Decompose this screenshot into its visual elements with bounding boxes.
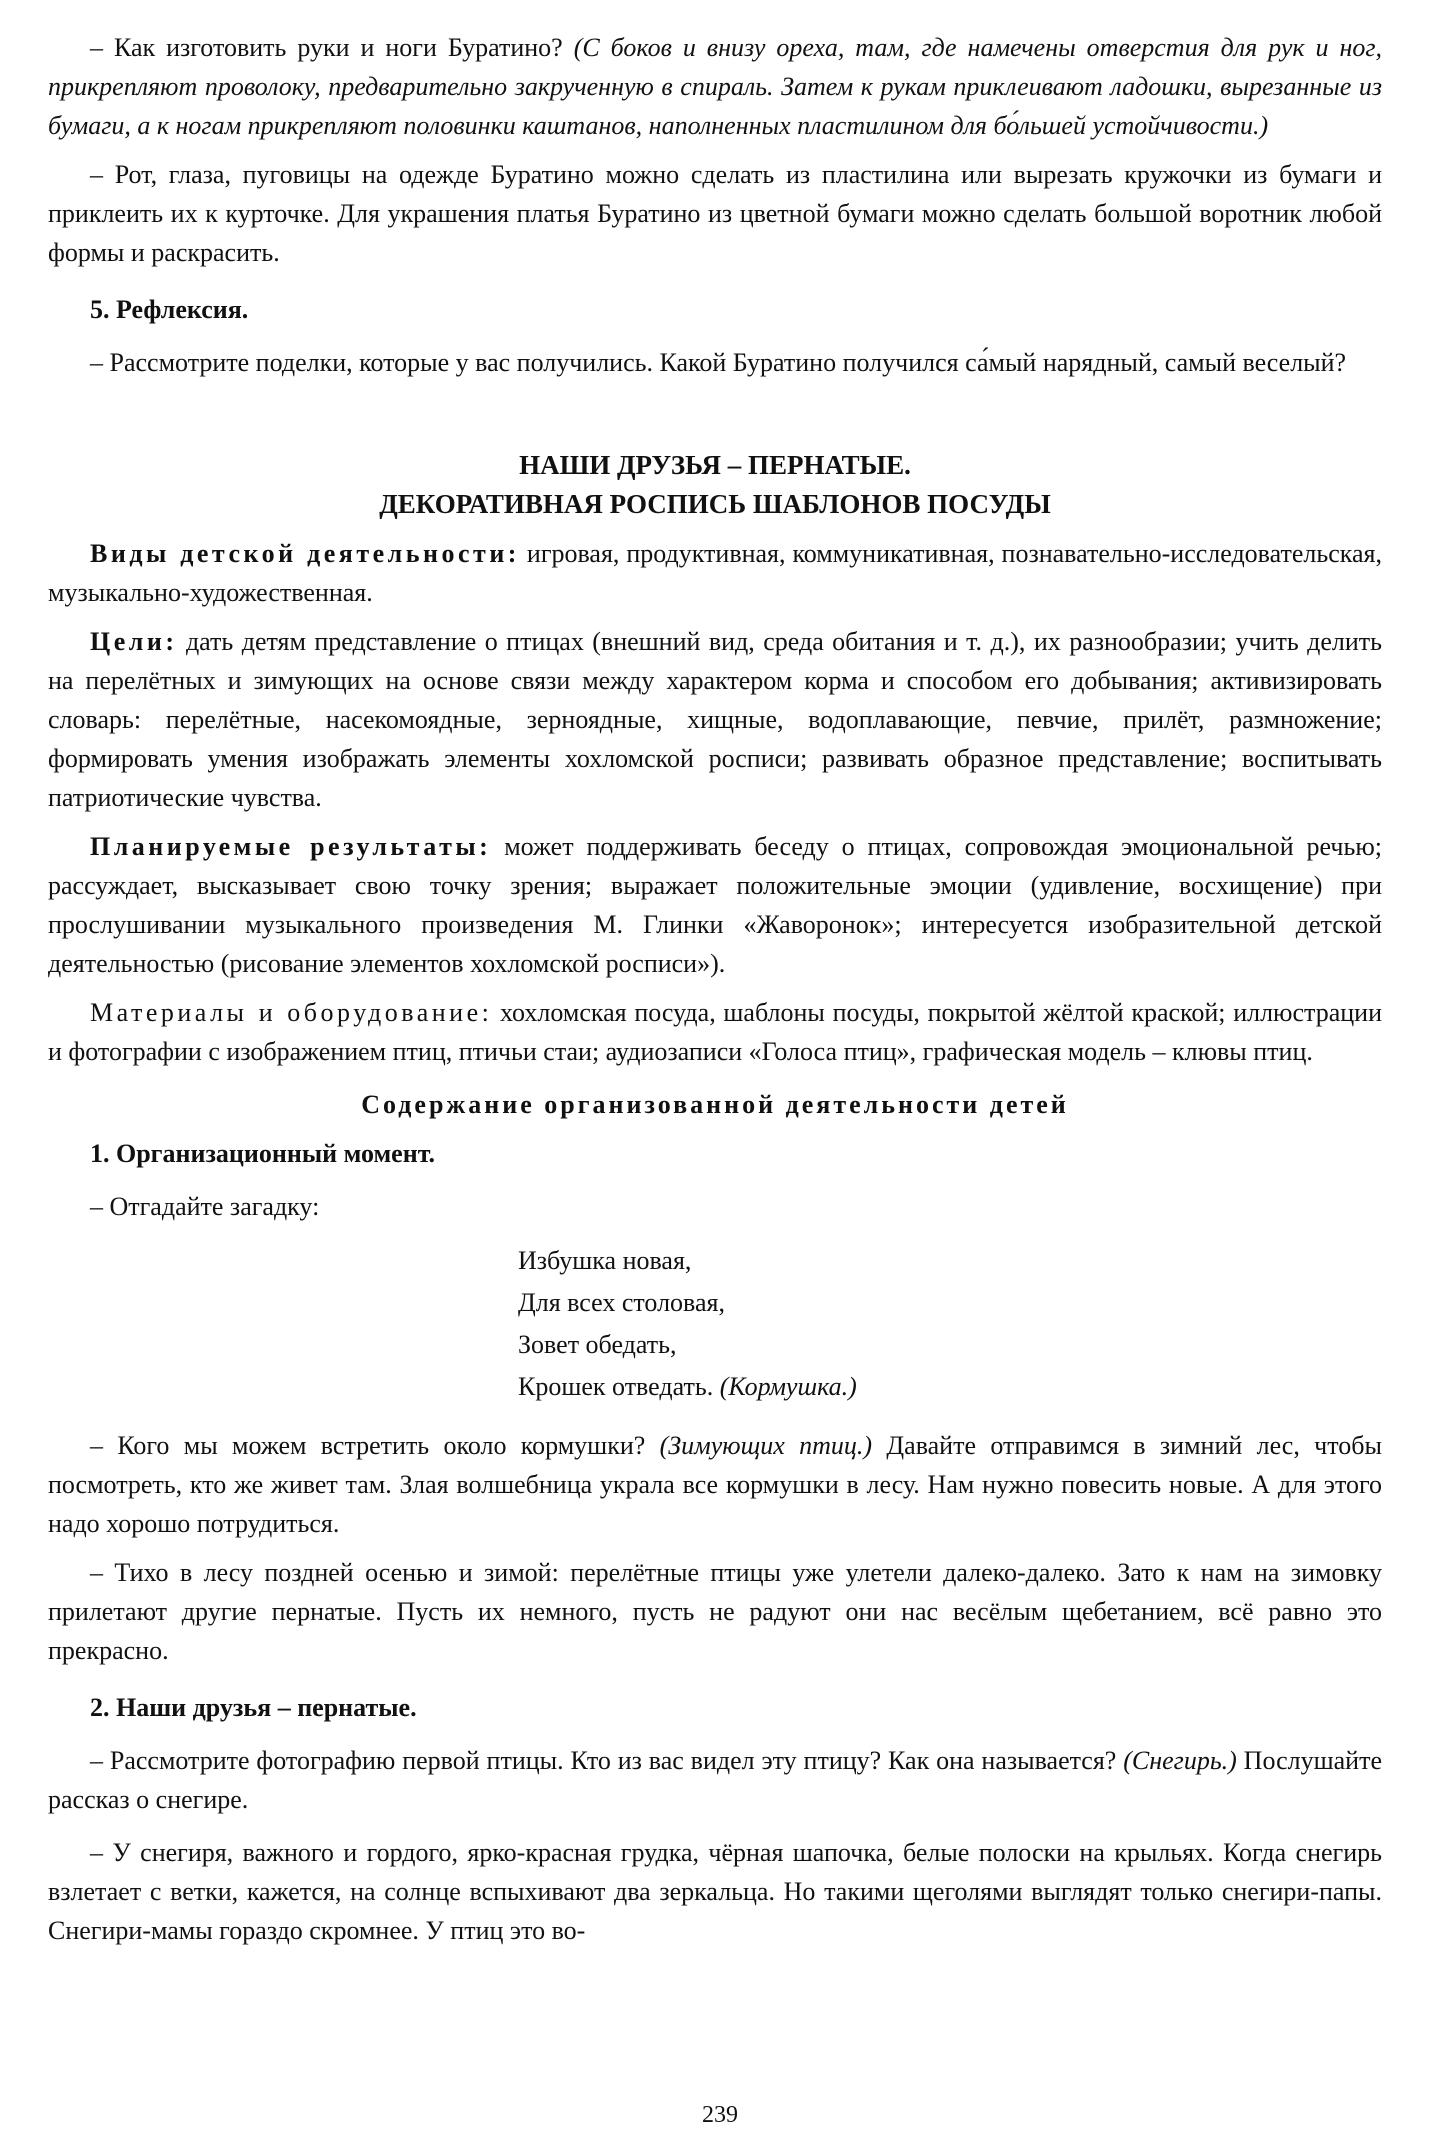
italic-answer: (С боков и внизу ореха, там, где намечены отверстия для рук и ног, прикрепляют проволоку, предварительно закрученную в спираль. Затем к рукам приклеивают ладошки, вырезанные из бумаги, а к ногам прикрепляют половинки каштанов, наполненных пластилином для бо́льшей устойчивости.): [48, 33, 1382, 140]
paragraph-reflection: – Рассмотрите поделки, которые у вас получились. Какой Буратино получился са́мый нарядный, самый веселый?: [90, 348, 1347, 377]
poem-line: [518, 1366, 1382, 1408]
lesson-title: [48, 446, 1382, 524]
paragraph-activities: [48, 534, 1382, 612]
paragraph-feeder-visitors: [48, 1426, 1382, 1543]
section-heading-organizational: 1. Организационный момент.: [90, 1139, 436, 1168]
paragraph-text: – Кого мы можем встретить около кормушки?: [90, 1431, 660, 1460]
activities-label: Виды детской деятельности:: [90, 539, 520, 568]
page-number: 239: [702, 2102, 738, 2128]
poem-line: Для всех столовая,: [518, 1288, 725, 1317]
goals-label: Цели:: [90, 627, 178, 656]
results-label: Планируемые результаты:: [90, 832, 492, 861]
riddle-poem: [518, 1240, 1382, 1408]
paragraph-buratino-face: – Рот, глаза, пуговицы на одежде Буратино можно сделать из пластилина или вырезать кружочки из бумаги и приклеить их к курточке. Для украшения платья Буратино из цветной бумаги можно сделать большой воротник любой формы и раскрасить.: [48, 160, 1382, 267]
paragraph-goals: [48, 622, 1382, 817]
riddle-intro: – Отгадайте загадку:: [90, 1192, 320, 1221]
lesson-title-line2: ДЕКОРАТИВНАЯ РОСПИСЬ ШАБЛОНОВ ПОСУДЫ: [379, 489, 1051, 519]
italic-answer: (Снегирь.): [1123, 1746, 1237, 1775]
section-heading-birds: 2. Наши друзья – пернатые.: [90, 1693, 417, 1722]
materials-text: хохломская посуда, шаблоны посуды, покрытой жёлтой краской; иллюстрации и фотографии с изображением птиц, птичьи стаи; аудиозаписи «Голоса птиц», графическая модель – клювы птиц.: [48, 998, 1382, 1066]
content-caption: Содержание организованной деятельности детей: [361, 1090, 1069, 1119]
paragraph-text: – Рассмотрите фотографию первой птицы. Кто из вас видел эту птицу? Как она называется?: [90, 1746, 1124, 1775]
paragraph-text: Послушайте рассказ о снегире.: [48, 1746, 1382, 1814]
poem-answer: (Кормушка.): [719, 1372, 857, 1401]
paragraph-winter-forest: – Тихо в лесу поздней осенью и зимой: перелётные птицы уже улетели далеко-далеко. Зато к нам на зимовку прилетают другие пернатые. Пусть их немного, пусть не радуют они нас весёлым щебетанием, всё равно это прекрасно.: [48, 1558, 1382, 1665]
poem-line: Избушка новая,: [518, 1246, 692, 1275]
materials-label: Материалы и оборудование:: [90, 998, 493, 1027]
lesson-title-line1: НАШИ ДРУЗЬЯ – ПЕРНАТЫЕ.: [519, 450, 911, 480]
results-text: может поддерживать беседу о птицах, сопровождая эмоциональной речью; рассуждает, высказывает свою точку зрения; выражает положительные эмоции (удивление, восхищение) при прослушивании музыкального произведения М. Глинки «Жаворонок»; интересуется изобразительной детской деятельностью (рисование элементов хохломской росписи»).: [48, 832, 1382, 978]
poem-line: Зовет обедать,: [518, 1330, 677, 1359]
italic-answer: (Зимующих птиц.): [659, 1431, 873, 1460]
paragraph-bullfinch: – У снегиря, важного и гордого, ярко-красная грудка, чёрная шапочка, белые полоски на крыльях. Когда снегирь взлетает с ветки, кажется, на солнце вспыхивают два зеркальца. Но такими щеголями выглядят только снегири-папы. Снегири-мамы гораздо скромнее. У птиц это во-: [48, 1838, 1382, 1945]
paragraph-text: – Как изготовить руки и ноги Буратино?: [90, 33, 574, 62]
paragraph-buratino-limbs: [48, 28, 1382, 145]
activities-text: игровая, продуктивная, коммуникативная, познавательно-исследовательская, музыкально-художественная.: [48, 539, 1382, 607]
paragraph-results: [48, 827, 1382, 983]
goals-text: дать детям представление о птицах (внешний вид, среда обитания и т. д.), их разнообразии; учить делить на перелётных и зимующих на основе связи между характером корма и способом его добывания; активизировать словарь: перелётные, насекомоядные, зерноядные, хищные, водоплавающие, певчие, прилёт, размножение; формировать умения изображать элементы хохломской росписи; развивать образное представление; воспитывать патриотические чувства.: [48, 627, 1382, 812]
poem-line-text: Крошек отведать.: [518, 1372, 720, 1401]
section-heading-reflection: 5. Рефлексия.: [90, 295, 249, 324]
paragraph-text: Давайте отправимся в зимний лес, чтобы посмотреть, кто же живет там. Злая волшебница украла все кормушки в лесу. Нам нужно повесить новые. А для этого надо хорошо потрудиться.: [48, 1431, 1382, 1538]
paragraph-first-bird: [48, 1741, 1382, 1819]
paragraph-materials: [48, 993, 1382, 1071]
